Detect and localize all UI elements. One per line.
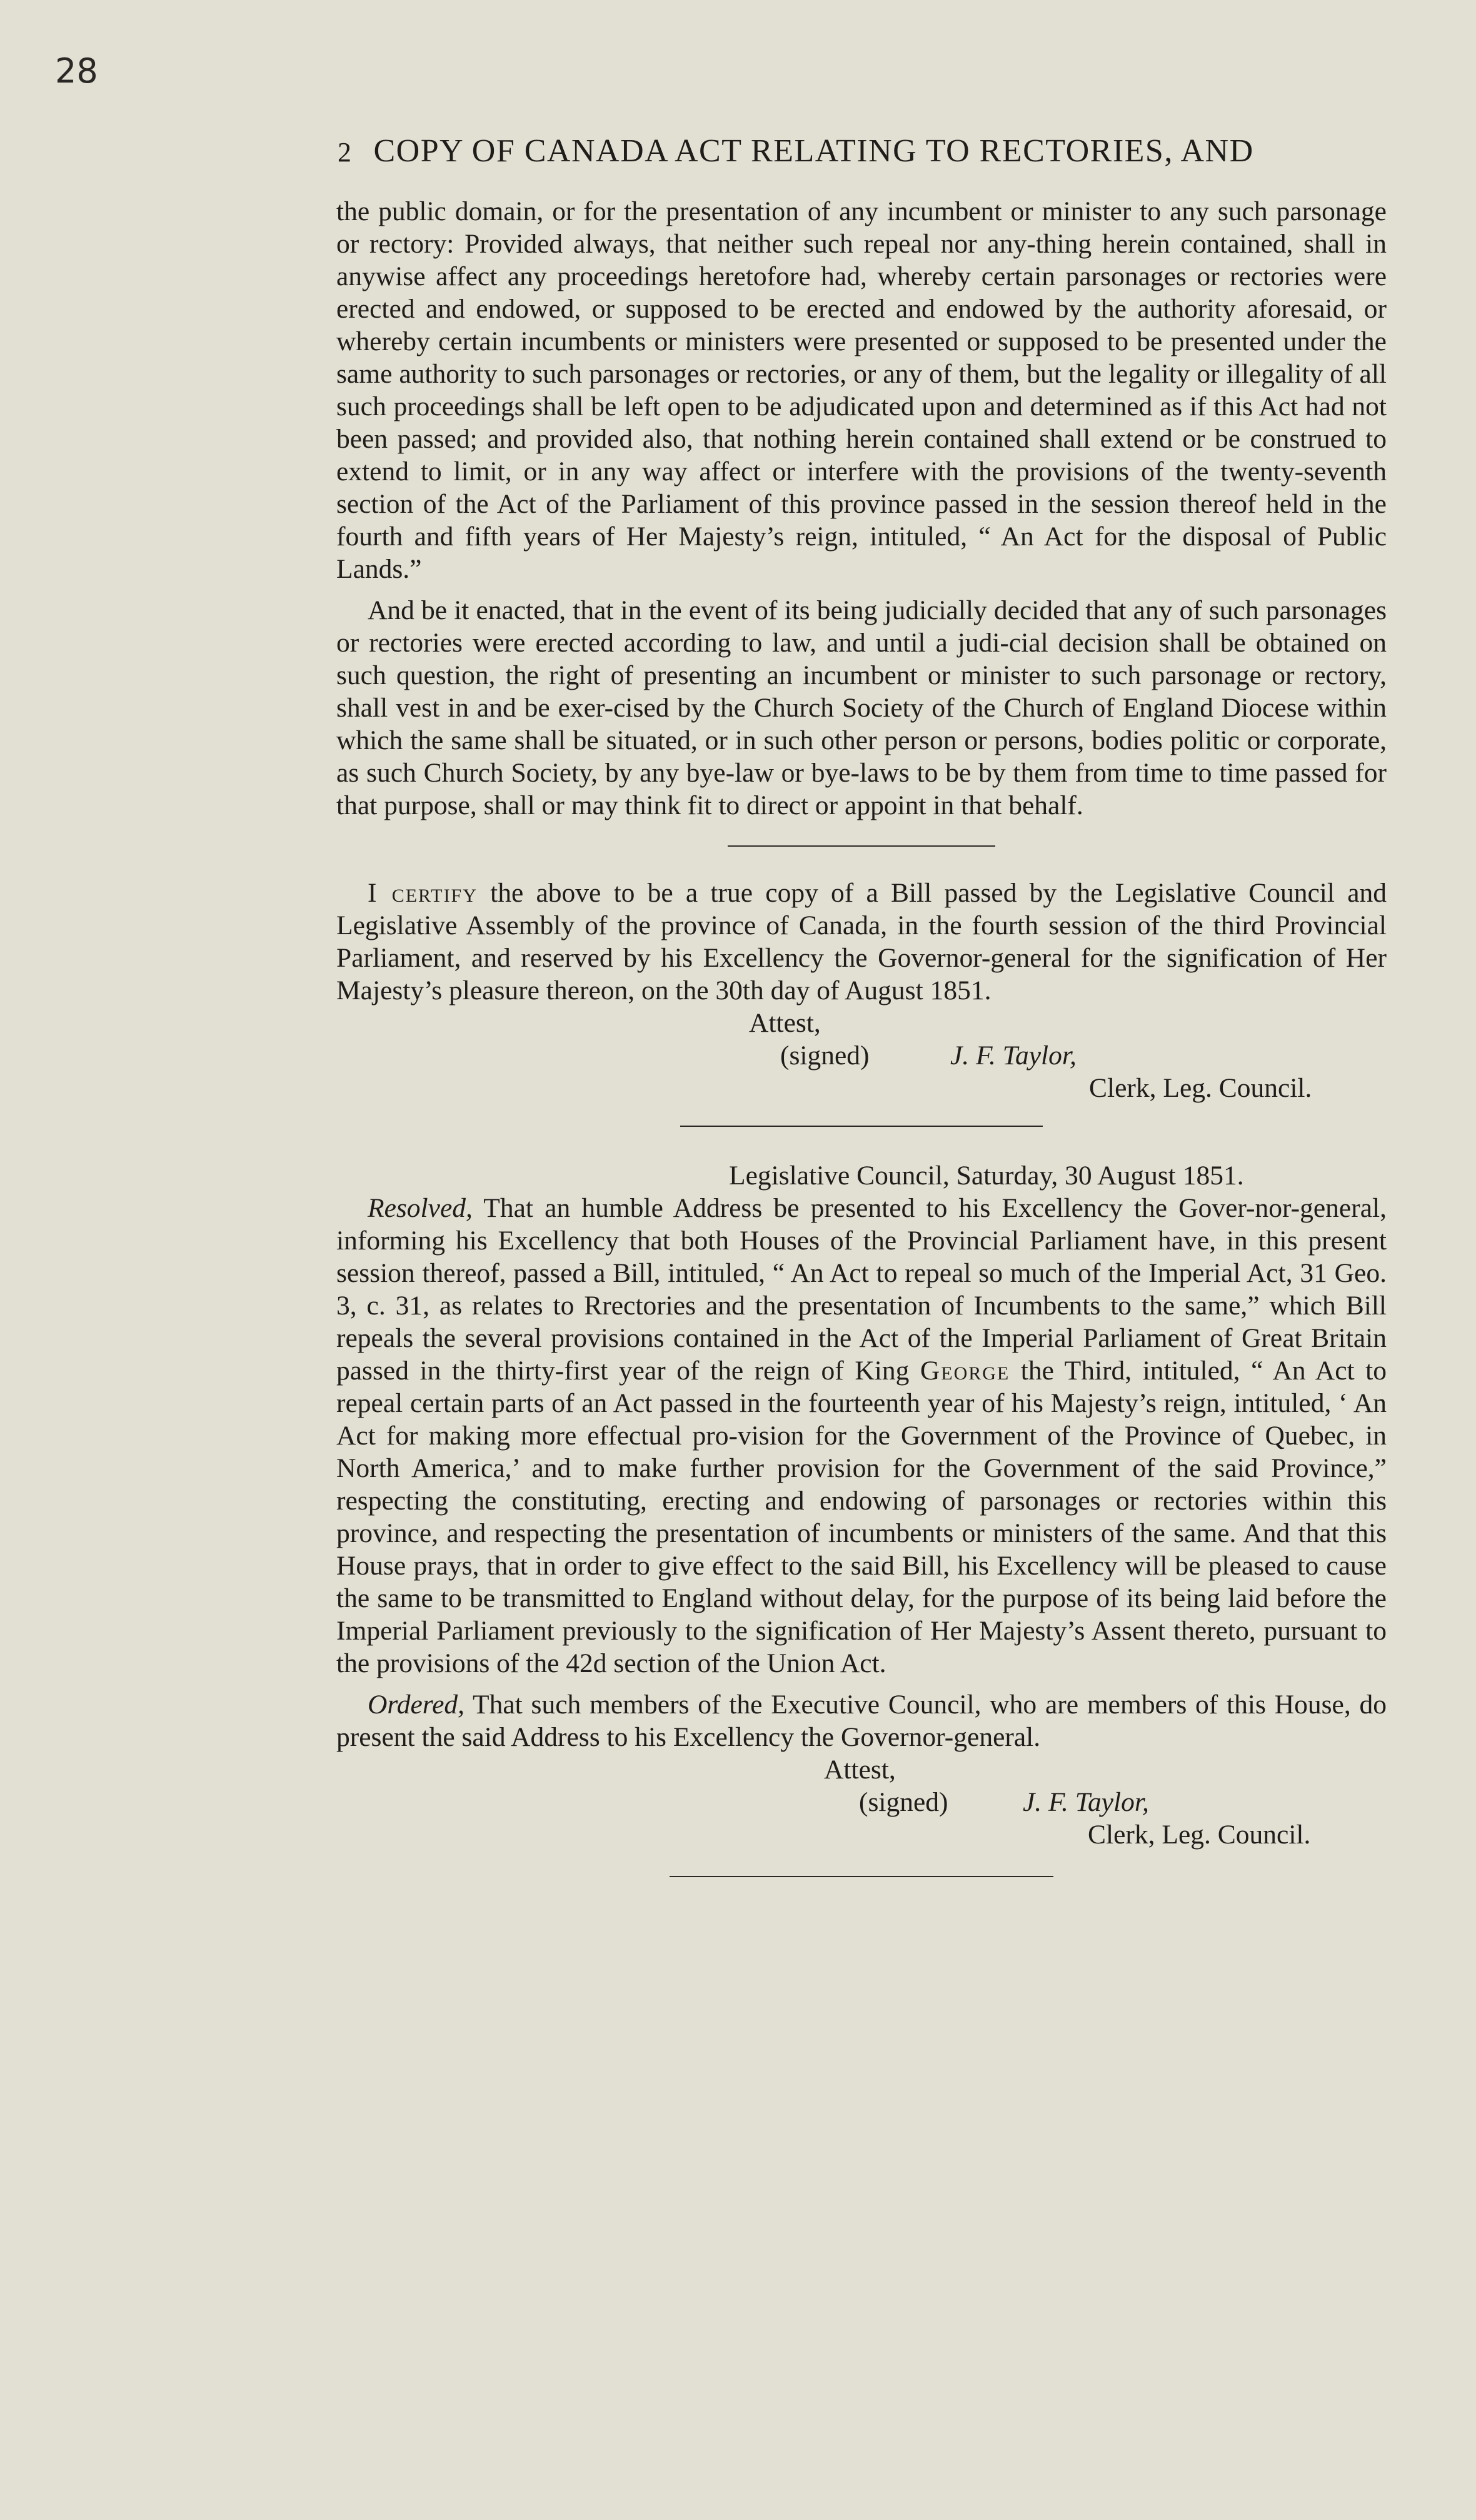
- order-text: That such members of the Executive Council, who are members of this House, do present the said Address to his Excellency the Governor-general.: [336, 1690, 1387, 1752]
- signatory-name: J. F. Taylor,: [1023, 1787, 1149, 1817]
- resolution-text-b: the Third, intituled, “ An Act to repeal certain parts of an Act passed in the fourteenth year of his Majesty’s reign, intituled, ‘ An Act for making more effectual pro-vision for the Government of the Province of Quebec, in North America,’ and to make further provision for the Government of the said Province,” respecting the constituting, erecting and endowing of parsonages or rectories within this province, and respecting the presentation of incumbents or ministers of the same. And that this House prays, that in order to give effect to the said Bill, his Excellency will be pleased to cause the same to be transmitted to England without delay, for the purpose of its being laid before the Imperial Parliament previously to the signification of Her Majesty’s Assent thereto, pursuant to the provisions of the 42d section of the Union Act.: [336, 1356, 1387, 1678]
- section-divider: [728, 845, 995, 847]
- signed-label: (signed): [859, 1787, 948, 1817]
- signature-block-2: [336, 1753, 1387, 1851]
- signatory-title: Clerk, Leg. Council.: [1089, 1073, 1312, 1103]
- order-paragraph: [336, 1688, 1387, 1753]
- ordered-lead: Ordered,: [368, 1690, 465, 1720]
- document-body: [336, 195, 1387, 1877]
- running-head-title: COPY OF CANADA ACT RELATING TO RECTORIES, AND: [373, 133, 1254, 169]
- folio-number: 2: [338, 137, 353, 168]
- closing-divider: [670, 1876, 1053, 1877]
- running-head: [338, 133, 1363, 169]
- attest-label: Attest,: [824, 1755, 896, 1785]
- page-number: 28: [55, 51, 98, 91]
- king-name: George: [920, 1356, 1010, 1386]
- dateline: Legislative Council, Saturday, 30 August 1851.: [729, 1161, 1244, 1191]
- certify-lead: I certify: [368, 878, 478, 908]
- section-divider: [680, 1126, 1043, 1127]
- signatory-title: Clerk, Leg. Council.: [1088, 1820, 1311, 1850]
- resolution-paragraph: [336, 1192, 1387, 1680]
- paragraph-continuation: the public domain, or for the presentation of any incumbent or minister to any such parsonage or rectory: Provided always, that neither such repeal nor any-thing herein contained, shall in anywise affect any proceedings heretofore had, whereby certain parsonages or rectories were erected and endowed, or supposed to be erected and endowed by the authority aforesaid, or whereby certain incumbents or ministers were presented or supposed to be presented under the same authority to such parsonages or rectories, or any of them, but the legality or illegality of all such proceedings shall be left open to be adjudicated upon and determined as if this Act had not been passed; and provided also, that nothing herein contained shall extend or be construed to extend to limit, or in any way affect or interfere with the provisions of the twenty-seventh section of the Act of the Parliament of this province passed in the session thereof held in the fourth and fifth years of Her Majesty’s reign, intituled, “ An Act for the disposal of Public Lands.”: [336, 196, 1387, 584]
- resolved-lead: Resolved,: [368, 1193, 473, 1223]
- signatory-name: J. F. Taylor,: [950, 1041, 1077, 1071]
- certificate-paragraph: [336, 877, 1387, 1007]
- signature-block-1: [336, 1007, 1387, 1104]
- attest-label: Attest,: [749, 1008, 821, 1038]
- certificate-text: the above to be a true copy of a Bill passed by the Legislative Council and Legislative Assembly of the province of Canada, in the fourth session of the third Provincial Parliament, and reserved by his Excellency the Governor-general for the signification of Her Majesty’s pleasure thereon, on the 30th day of August 1851.: [336, 878, 1387, 1005]
- paragraph-enactment: And be it enacted, that in the event of its being judicially decided that any of such parsonages or rectories were erected according to law, and until a judi-cial decision shall be obtained on such question, the right of presenting an incumbent or minister to such parsonage or rectory, shall vest in and be exer-cised by the Church Society of the Church of England Diocese within which the same shall be situated, or in such other person or persons, bodies politic or corporate, as such Church Society, by any bye-law or bye-laws to be by them from time to time passed for that purpose, shall or may think fit to direct or appoint in that behalf.: [336, 595, 1387, 820]
- resolution-text-a: That an humble Address be presented to his Excellency the Gover-nor-general, informing his Excellency that both Houses of the Provincial Parliament have, in this present session thereof, passed a Bill, intituled, “ An Act to repeal so much of the Imperial Act, 31 Geo. 3, c. 31, as relates to Rrectories and the presentation of Incumbents to the same,” which Bill repeals the several provisions contained in the Act of the Imperial Parliament of Great Britain passed in the thirty-first year of the reign of King: [336, 1193, 1387, 1386]
- signed-label: (signed): [780, 1041, 870, 1071]
